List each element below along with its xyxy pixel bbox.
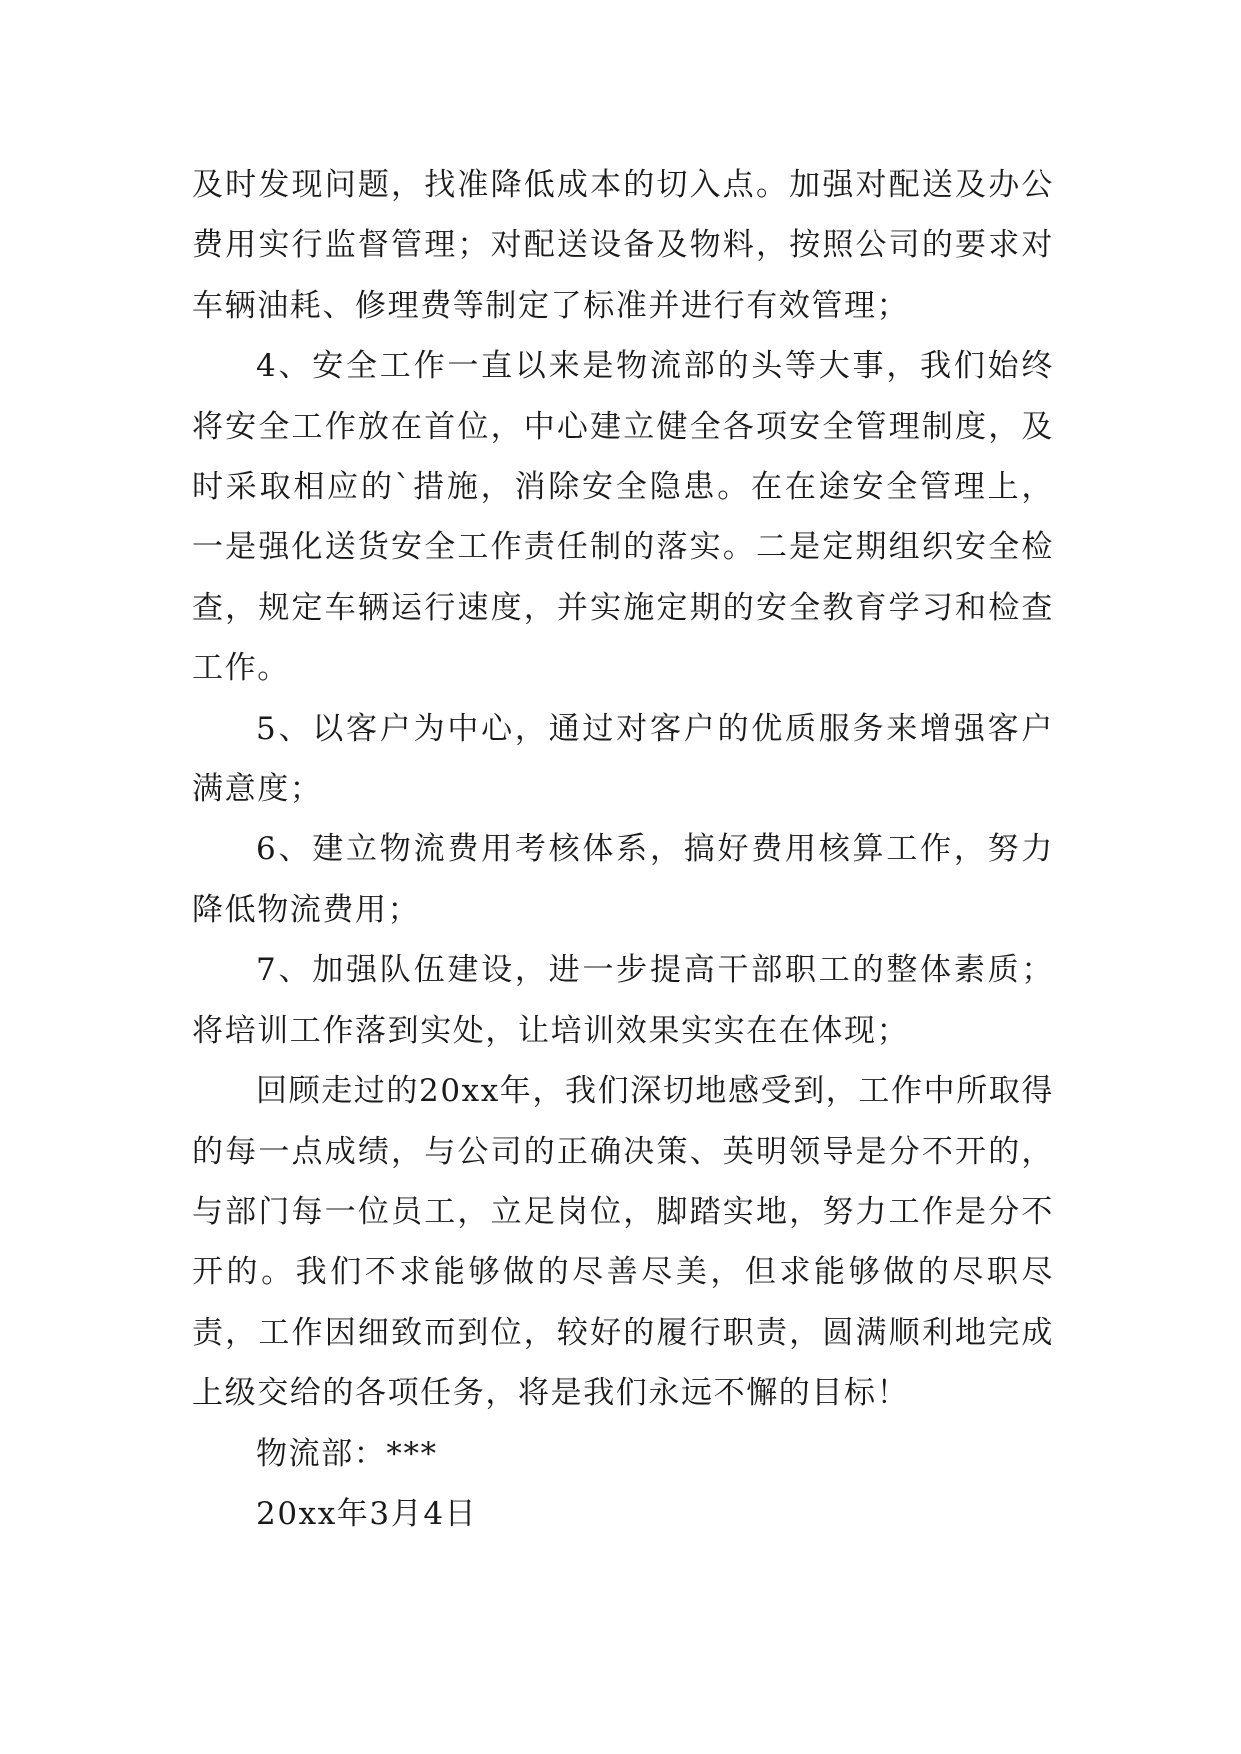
paragraph-review: 回顾走过的20xx年，我们深切地感受到，工作中所取得的每一点成绩，与公司的正确决策、英明领导是分不开的，与部门每一位员工，立足岗位，脚踏实地，努力工作是分不开的。我们不求能够做的尽善尽美，但求能够做的尽职尽责，工作因细致而到位，较好的履行职责，圆满顺利地完成上级交给的各项任务，将是我们永远不懈的目标！ (192, 1073, 1055, 1412)
document-body (192, 155, 1054, 1544)
paragraph-cost-assessment: 6、建立物流费用考核体系，搞好费用核算工作，努力降低物流费用； (192, 831, 1054, 928)
signature: 物流部：*** (256, 1435, 438, 1472)
paragraph-safety: 4、安全工作一直以来是物流部的头等大事，我们始终将安全工作放在首位，中心建立健全各项安全管理制度，及时采取相应的`措施，消除安全隐患。在在途安全管理上，一是强化送货安全工作责任制的落实。二是定期组织安全检查，规定车辆运行速度，并实施定期的安全教育学习和检查工作。 (192, 348, 1054, 687)
paragraph-cost-control: 及时发现问题，找准降低成本的切入点。加强对配送及办公费用实行监督管理；对配送设备及物料，按照公司的要求对车辆油耗、修理费等制定了标准并进行有效管理； (192, 167, 1054, 324)
paragraph-customer: 5、以客户为中心，通过对客户的优质服务来增强客户满意度； (192, 710, 1054, 808)
document-date: 20xx年3月4日 (256, 1495, 478, 1532)
paragraph-team-building: 7、加强队伍建设，进一步提高干部职工的整体素质；将培训工作落到实处，让培训效果实实在在体现； (192, 952, 1054, 1049)
